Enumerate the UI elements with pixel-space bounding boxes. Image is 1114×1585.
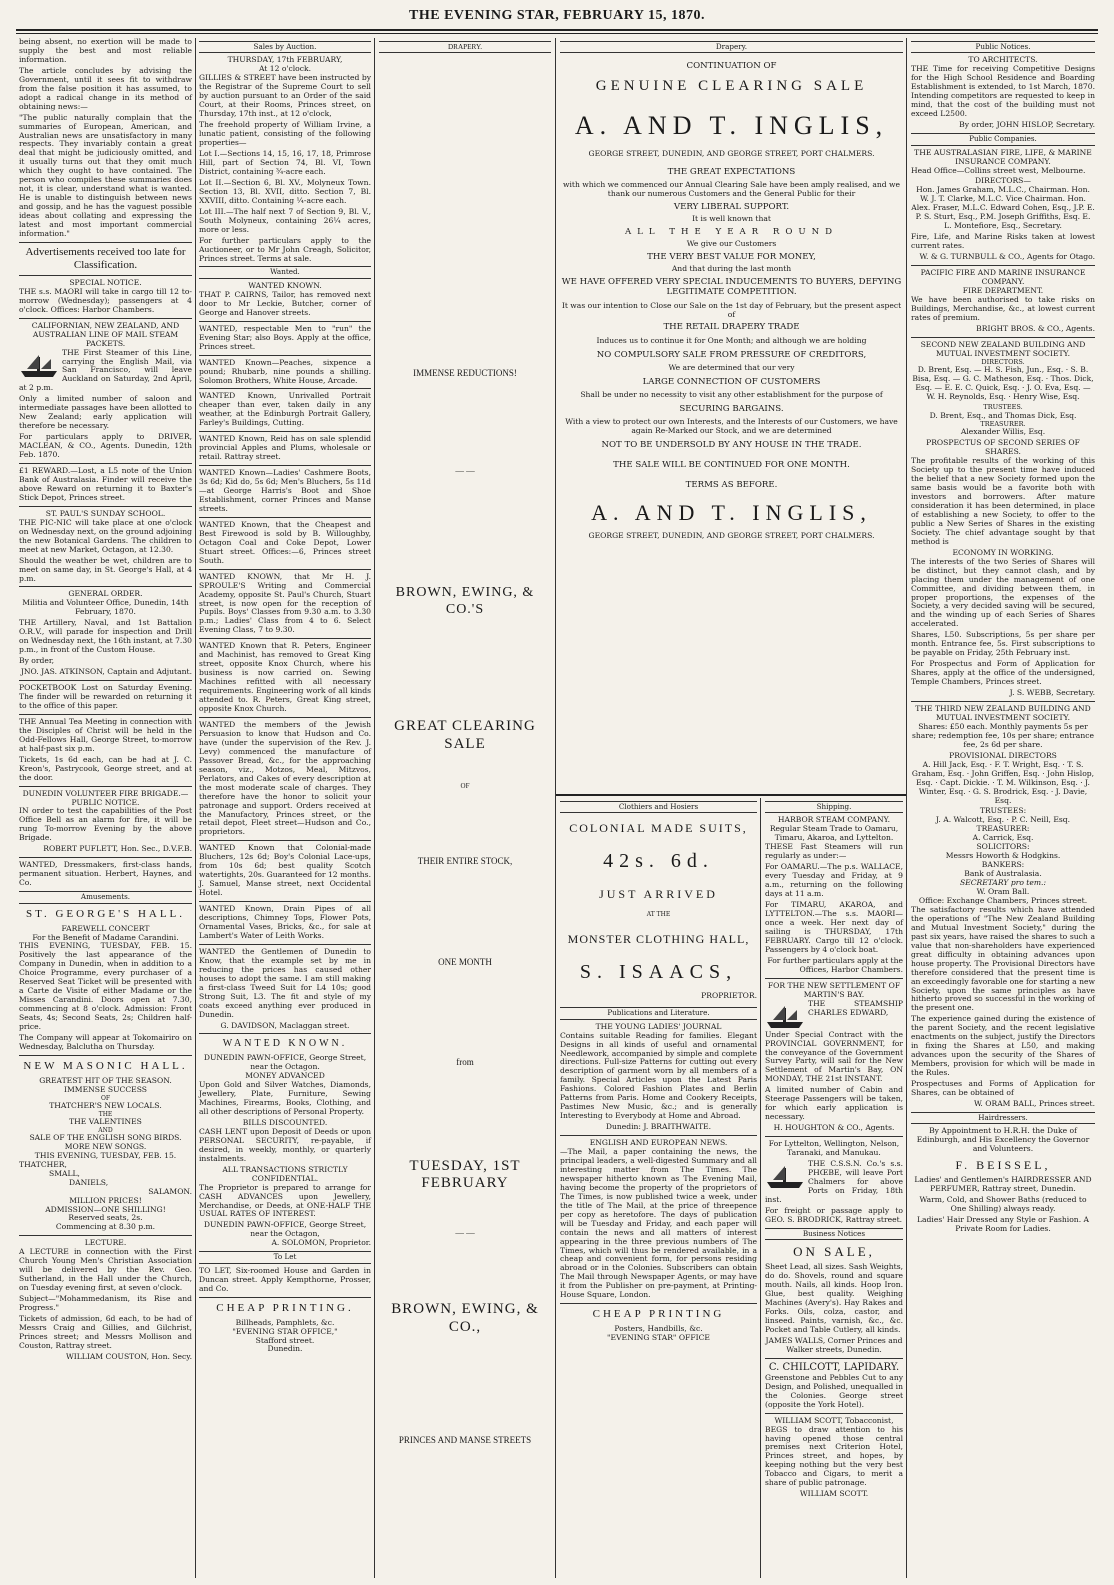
ad-text: DIRECTORS— (975, 176, 1031, 186)
ad-text: Messrs Howorth & Hodgkins. (945, 851, 1061, 861)
ad-text: THE s.s. MAORI will take in cargo till 12 to-morrow (Wednesday); passengers at 4 o'clock. Offices: Harbor Chambers. (19, 286, 192, 314)
ad-text: ALL TRANSACTIONS STRICTLY CONFIDENTIAL. (222, 1164, 348, 1183)
ad-text: THATCHER'S NEW LOCALS. (49, 1100, 162, 1110)
ad-text: It was our intention to Close our Sale on the 1st day of February, but the present aspect of (561, 300, 902, 319)
ad-text: WANTED, Dressmakers, first-class hands, permanent situation. Herbert, Haynes, and Co. (19, 860, 192, 888)
ad-text: THE Annual Tea Meeting in connection with the Disciples of Christ will be held in the Odd-Fellows Hall, George Street, to-morrow at half-past six p.m. (19, 716, 192, 753)
ad-text: BILLS DISCOUNTED. (242, 1117, 328, 1127)
ad-heading: JUST ARRIVED (599, 887, 718, 902)
ad-text: WANTED Known that R. Peters, Engineer and Machinist, has removed to Great King street, opposite Knox Church, where his business is now carried on. Sewing Machines refitted with all necessary requirements. Engineering work of all kinds attended to. R. Peters, Great King street, opposite Knox Church. (199, 641, 371, 714)
ad-text: THE SALE WILL BE CONTINUED FOR ONE MONTH. (613, 459, 850, 470)
section-label: Clothiers and Hosiers (560, 801, 757, 813)
section-label: Shipping. (765, 801, 903, 813)
section-label: Publications and Literature. (560, 1007, 757, 1019)
divider (19, 714, 192, 715)
ad-heading: PACIFIC FIRE AND MARINE INSURANCE COMPANY. (920, 268, 1086, 286)
section-label: Public Companies. (911, 133, 1095, 145)
ad-text: WANTED Known—Ladies' Cashmere Boots, 3s 6d; Kid do, 5s 6d; Men's Bluchers, 5s 11d—at George Harris's Boot and Shoe Establishment, corner Princes and Manse streets. (199, 468, 371, 513)
column-rule (555, 38, 556, 1578)
ad-text: NOT TO BE UNDERSOLD BY ANY HOUSE IN THE TRADE. (601, 439, 862, 450)
ad-text: The experience gained during the existence of the parent Society, and the recent legislative enactments on the subject, justify the Directors in fixing the Shares at L50, and making advances upon the security of the Shares of Members, provision for which will be made in the Rules. (911, 1014, 1095, 1078)
ad-text: For freight or passage apply to GEO. S. BRODRICK, Rattray street. (765, 1205, 903, 1224)
ad-signature: WILLIAM SCOTT. (799, 1489, 869, 1499)
ad-text: MONEY ADVANCED (245, 1071, 325, 1081)
ad-text: A LECTURE in connection with the First Church Young Men's Christian Association will be delivered by the Rev. Geo. Sutherland, in the Hall under the Church, on Tuesday evening first, at seven o'clock. (19, 1247, 192, 1293)
ad-text: IMMENSE SUCCESS (64, 1084, 147, 1094)
ad-signature: JAMES WALLS, Corner Princes and Walker streets, Dunedin. (765, 1336, 903, 1355)
ad-text: —The Mail, a paper containing the news, the principal leaders, a well-digested Summary and all interesting matter from The Times. The newspaper hitherto known as The Evening Mail, having become the property of the proprietors of The Times, is now published twice a week, under the title of The Mail, at the price of threepence per copy as heretofore. The days of publication will be Tuesday and Friday, and each paper will contain the news and all matters of interest appearing in the three previous numbers of The Times, which will thus be rendered available, in a cheap and convenient form, for persons residing abroad or in the Colonies. Subscribers can obtain The Mail through Newspaper Agents, or may have it from the Publisher on pre-payment, at Printing-House Square, London. (560, 1147, 757, 1300)
ad-heading: 42s. 6d. (603, 849, 714, 872)
ad-text: NO COMPULSORY SALE FROM PRESSURE OF CREDITORS, (596, 349, 867, 360)
ad-text: Billheads, Pamphlets, &c. (235, 1317, 335, 1327)
ad-signature: Dunedin: J. BRAITHWAITE. (605, 1122, 712, 1132)
ad-heading: S. ISAACS, (579, 960, 738, 983)
ad-heading: PROSPECTUS OF SECOND SERIES OF SHARES. (926, 438, 1080, 457)
ad-text: WANTED Known, that the Cheapest and Best Firewood is sold by B. Willoughby, Octagon Coal and Coke Depot, Lower Stuart street. Offices:—6, Princes street South. (199, 519, 371, 565)
ad-signature: H. HOUGHTON & CO., Agents. (773, 1123, 895, 1133)
ad-heading: LECTURE. (84, 1238, 127, 1248)
ad-text: WE HAVE OFFERED VERY SPECIAL INDUCEMENTS TO BUYERS, DEFYING LEGITIMATE COMPETITION. (561, 277, 902, 298)
divider (19, 586, 192, 587)
ad-text: Bank of Australasia. (964, 869, 1042, 879)
ad-heading: WILLIAM SCOTT, Tobacconist, (774, 1415, 894, 1425)
ad-text: PRINCES AND MANSE STREETS (398, 1434, 532, 1445)
divider (911, 701, 1095, 702)
ad-text: Lot I.—Sections 14, 15, 16, 17, 18, Primrose Hill, part of Section 74, Bl. VI, Town District, containing ¾-acre each. (199, 149, 371, 176)
ad-text: Upon Gold and Silver Watches, Diamonds, Jewellery, Plate, Furniture, Sewing Machines, Firearms, Books, Clothing, and all other descriptions of Personal Property. (199, 1080, 371, 1116)
ad-signature: J. S. WEBB, Secretary. (1009, 688, 1095, 698)
ad-text: THE VALENTINES (69, 1116, 142, 1126)
ad-text: ECONOMY IN WORKING. (952, 547, 1054, 557)
ad-text: For further particulars apply at the Offices, Harbor Chambers. (767, 955, 903, 974)
ad-text: SALE OF THE ENGLISH SONG BIRDS. (29, 1132, 182, 1142)
ad-text: THAT P. CAIRNS, Tailor, has removed next door to Mr Leckie, Butcher, corner of George and Hanover streets. (199, 289, 371, 317)
ad-text: THE STEAMSHIP CHARLES EDWARD, (808, 998, 903, 1017)
ad-text: SECRETARY pro tem.: (959, 878, 1047, 888)
ad-text: Office: Exchange Chambers, Princes street. (918, 896, 1088, 905)
ad-signature: W. & G. TURNBULL & CO., Agents for Otago. (919, 252, 1095, 262)
ad-text: THE RETAIL DRAPERY TRADE (663, 322, 800, 333)
ad-text: Alexander Willis, Esq. (960, 427, 1046, 437)
ad-heading: NEW MASONIC HALL. (23, 1059, 188, 1072)
ad-text: Warm, Cold, and Shower Baths (reduced to One Shilling) always ready. (919, 1195, 1087, 1214)
ad-text: Shares, L50. Subscriptions, 5s per share per month. Entrance fee, 5s. First subscriptions to be payable on Friday, 25th February inst. (911, 630, 1095, 658)
ad-text: W. Oram Ball. (976, 887, 1030, 897)
column-4-drapery (557, 38, 906, 541)
ad-heading: ON SALE, (793, 1244, 875, 1260)
ad-text: Hon. James Graham, M.L.C., Chairman. Hon. W. J. T. Clarke, M.L.C. Vice Chairman. Hon. Alex. Fraser, M.L.C. Edward Cohen, Esq., J.P. E. P. S. Sturt, Esq., P.M. Joseph Griffiths, Esq. E. L. Montefiore, Esq., Secretary. (911, 185, 1095, 231)
divider (19, 242, 192, 243)
ad-heading: A. AND T. INGLIS, (591, 500, 872, 526)
ad-text: THIS EVENING, TUESDAY, FEB. 15. (34, 1150, 177, 1160)
column-5 (908, 38, 1098, 1578)
ad-text: Stafford street. (255, 1335, 315, 1345)
ad-text: GEORGE STREET, DUNEDIN, AND GEORGE STREET, PORT CHALMERS. (588, 531, 875, 541)
ad-heading: FAREWELL CONCERT (61, 923, 150, 933)
ad-text: DUNEDIN PAWN-OFFICE, George Street, near the Octagon, (203, 1220, 367, 1239)
ad-text: THEIR ENTIRE STOCK, (417, 855, 513, 866)
divider (19, 275, 192, 276)
ad-heading: CALIFORNIAN, NEW ZEALAND, AND AUSTRALIAN LINE OF MAIL STEAM PACKETS. (31, 320, 180, 348)
ad-text: And that during the last month (671, 264, 792, 274)
ad-text: For further particulars apply to the Auctioneer, or to Mr John Creagh, Solicitor, Princes street. Terms at sale. (199, 235, 371, 263)
ad-text: The Proprietor is prepared to arrange for CASH ADVANCES upon Jewellery, Merchandise, or Deeds, at ONE-HALF THE USUAL RATES OF INTEREST. (199, 1182, 371, 1219)
ad-text: SOLICITORS: (976, 842, 1030, 852)
ad-text: Sheet Lead, all sizes. Sash Weights, do do. Shovels, round and square mouth. Nails, all kinds. Hoop Iron. Glue, best quality. Weighing Machines (Avery's). Hay Rakes and Forks. Oils, colza, castor, and linseed. Paints, varnish, &c., &c. Pocket and Table Cutlery, all kinds. (765, 1262, 903, 1335)
ad-signature: By order, JOHN HISLOP, Secretary. (959, 120, 1095, 130)
ad-text: £1 REWARD.—Lost, a L5 note of the Union Bank of Australasia. Finder will receive the above Reward on returning it to Baxter's Stick Depot, Princes street. (19, 466, 192, 502)
ad-text: SECURING BARGAINS. (679, 403, 784, 414)
ad-text: We have been authorised to take risks on Buildings, Merchandise, &c., at lowest current rates of premium. (911, 294, 1095, 322)
article-text: "The public naturally complain that the summaries of European, American, and Australian news are unsatisfactory in many respects. They invariably contain a great deal that might be judiciously omitted, and it usually turns out that they omit much which they ought to have contained. The person who compiles these summaries does not, it is clear, understand what is wanted. He is unable to distinguish between news and gossip, and he has the vaguest possible ideas about collating and expressing the latest and most important commercial information." (19, 112, 192, 239)
ad-text: THATCHER, (19, 1159, 67, 1169)
ad-text: Lot II.—Section 6, Bl. XV., Molyneux Town. Section 13, Bl. XVII, ditto. Section 7, Bl. XXVIII, ditto. Containing ¼-acre each. (199, 177, 371, 205)
ad-text: VERY LIBERAL SUPPORT. (673, 201, 790, 212)
column-rule (906, 38, 907, 1578)
ad-text: For Prospectus and Form of Application for Shares, apply at the office of the undersigned, Temple Chambers, Princes street. (911, 659, 1095, 687)
section-heading: Advertisements received too late for Classification. (25, 245, 186, 271)
section-label: Hairdressers. (911, 1112, 1095, 1124)
ad-text: IMMENSE REDUCTIONS! (413, 368, 517, 379)
divider (19, 318, 192, 319)
ad-text: Induces us to continue it for One Month; and although we are holding (596, 335, 867, 345)
ad-text: ADMISSION—ONE SHILLING! (45, 1204, 166, 1214)
column-3 (376, 38, 554, 1578)
ad-text: Head Office—Collins street west, Melbourne. (911, 165, 1086, 175)
ad-text: TO LET, Six-roomed House and Garden in Duncan street. Apply Kempthorne, Prosser, and Co. (199, 1265, 371, 1293)
ad-heading: SPECIAL NOTICE. (69, 277, 142, 287)
ad-text: THIS EVENING, TUESDAY, FEB. 15. Positively the last appearance of the Company in Dunedin, when in addition to a Choice Programme, every purchaser of a Reserved Seat Ticket will be presented with a Carte de Visite of either Madame or the Misses Carandini. Doors open at 7.30, commencing at 8 o'clock. Admission: Front Seats, 4s; Second Seats, 2s; Children half-price. (19, 941, 192, 1032)
ad-text: A. Carrick, Esq. (972, 833, 1034, 843)
ad-text: Posters, Handbills, &c. (614, 1324, 703, 1334)
ad-text: Militia and Volunteer Office, Dunedin, 14th February, 1870. (22, 598, 189, 617)
ad-text: Ladies' and Gentlemen's HAIRDRESSER AND PERFUMER, Rattray street, Dunedin. (914, 1175, 1092, 1194)
ad-text: BANKERS: (981, 860, 1025, 870)
ad-text: Only a limited number of saloon and intermediate passages have been allotted to New Zealand; early application will therefore be necessary. (19, 394, 192, 431)
ad-heading: GREAT CLEARING SALE (394, 718, 536, 752)
ad-text: WANTED Known that Colonial-made Bluchers, 12s 6d; Boy's Colonial Lace-ups, from 10s 6d; best quality Scotch watertights, 20s. Guaranteed for 12 months. J. Samuel, Manse street, next Occidental Hotel. (199, 843, 371, 898)
ad-signature: W. ORAM BALL, Princes street. (973, 1098, 1095, 1108)
ad-text: Shares: £50 each. Monthly payments 5s per share; redemption fee, 10s per share; entrance fee, 2s 6d per share. (912, 721, 1094, 749)
divider (19, 857, 192, 858)
ad-text: The profitable results of the working of this Society up to the present time have induced the belief that a new Society formed upon the same basis would be a favorite both with investors and borrowers. After mature consideration it has been determined, in place of establishing a new Society, to offer to the public a New Series of Shares in the existing Society. The chief advantage sought by that method is (911, 456, 1095, 546)
ad-text: D. Brent, Esq., and Thomas Dick, Esq. (929, 410, 1077, 420)
ad-heading: GENERAL ORDER. (68, 589, 143, 599)
ad-text: For the Benefit of Madame Carandini. (32, 932, 179, 942)
ad-text: "EVENING STAR" OFFICE (607, 1333, 710, 1343)
divider (19, 1235, 192, 1236)
masthead: THE EVENING STAR, FEBRUARY 15, 1870. (409, 8, 705, 23)
ad-text: Tickets, 1s 6d each, can be had at J. C. Kreon's, Pastrycook, George street, and at the door. (19, 754, 192, 782)
divider (19, 463, 192, 464)
ad-text: A. Hill Jack, Esq. · F. T. Wright, Esq. · T. S. Graham, Esq. · John Griffen, Esq. · John Hislop, Esq. · Capt. Dickie. · T. M. Wilkinson, Esq. · J. Winter, Esq. · G. S. Brodrick, Esq. · J. Davie, Esq. (911, 759, 1095, 805)
ad-text: The interests of the two Series of Shares will be distinct, but they cannot clash, and by placing them under the management of one Committee, and dividing between them, in proper proportions, the expenses of the Society, a very decided saving will be secured, and the winding up of each Series of Shares accelerated. (911, 556, 1095, 629)
ad-text: with which we commenced our Annual Clearing Sale have been amply realised, and we thank our numerous Customers and the General Public for their (562, 180, 901, 199)
ad-text: GREATEST HIT OF THE SEASON. (39, 1075, 172, 1085)
ad-text: — — (455, 465, 475, 476)
ad-heading: TO ARCHITECTS. (968, 55, 1038, 65)
section-label: DRAPERY. (379, 41, 551, 53)
section-label: Wanted. (199, 266, 371, 278)
ad-text: THE Time for receiving Competitive Designs for the High School Residence and Boarding Establishment is extended, to 1st March, 1870. Intending competitors are requested to keep in mind, that the cost of the building must not exceed L2500. (911, 64, 1095, 119)
divider (765, 978, 903, 979)
ad-text: TRUSTEES: (979, 806, 1027, 816)
ad-text: "EVENING STAR OFFICE," (232, 1326, 338, 1336)
ad-text: SMALL, (49, 1168, 80, 1178)
ad-heading: DUNEDIN VOLUNTEER FIRE BRIGADE.—PUBLIC NOTICE. (22, 788, 189, 807)
top-rule (16, 29, 1098, 31)
ad-text: MILLION PRICES! (69, 1195, 142, 1205)
ad-text: IN order to test the capabilities of the Post Office Bell as an alarm for fire, it will be rung To-morrow Evening by the above Brigade. (19, 806, 192, 843)
ad-heading: THURSDAY, 17th FEBRUARY, (227, 55, 343, 65)
ad-text: Shall be under no necessity to visit any other establishment for the purpose of (580, 389, 883, 399)
ad-heading: WANTED KNOWN. (222, 1038, 348, 1050)
ad-text: LARGE CONNECTION OF CUSTOMERS (642, 376, 821, 387)
ad-signature: JNO. JAS. ATKINSON, Captain and Adjutant. (20, 667, 192, 677)
ad-text: GEORGE STREET, DUNEDIN, AND GEORGE STREET, PORT CHALMERS. (588, 148, 875, 158)
ad-text: THE GREAT EXPECTATIONS (667, 166, 796, 177)
ad-text: The satisfactory results which have attended the operations of "The New Zealand Building and Mutual Investment Society," during the past six years, have raised the shares to such a value that non-shareholders have experienced great difficulty in obtaining advances upon house property. The Provisional Directors have therefore considered that the present time is an exceedingly favorable one for starting a new Society, upon the same principles as have hitherto proved so successful in the working of the present one. (911, 904, 1095, 1013)
divider (199, 1297, 371, 1298)
steamship-icon (765, 1162, 805, 1190)
ad-text: CASH LENT upon Deposit of Deeds or upon PERSONAL SECURITY, re-payable, if desired, in weekly, monthly, or quarterly instalments. (199, 1126, 371, 1163)
ad-text: Subject—"Mohammedanism, its Rise and Progress." (19, 1294, 192, 1313)
divider (765, 1413, 903, 1414)
ad-text: Tickets of admission, 6d each, to be had of Messrs Craig and Gillies, and Gilchrist, Princes street; and Messrs Mollison and Couston, Rattray street. (19, 1314, 192, 1350)
section-label: Public Notices. (911, 41, 1095, 53)
ad-text: WANTED Known, Unrivalled Portrait cheaper than ever, taken daily in any weather, at the Edinburgh Portrait Gallery, Farley's Buildings, Cutting. (199, 391, 371, 428)
ad-heading: TUESDAY, 1ST FEBRUARY (409, 1157, 521, 1192)
ad-text: At 12 o'clock. (258, 64, 312, 74)
ad-heading: COLONIAL MADE SUITS, (569, 821, 748, 836)
ad-text: THE C.S.S.N. Co.'s s.s. PHŒBE, will leave Port Chalmers for above Ports on Friday, 18th inst. (765, 1158, 903, 1204)
ad-heading: THE THIRD NEW ZEALAND BUILDING AND MUTUAL INVESTMENT SOCIETY. (915, 703, 1091, 722)
ad-text: For OAMARU.—The p.s. WALLACE, every Tuesday and Friday, at 9 a.m., returning on the following days at 11 a.m. (765, 862, 903, 899)
ad-text: — — (455, 1227, 475, 1238)
ad-text: THE Artillery, Naval, and 1st Battalion O.R.V., will parade for inspection and Drill on Wednesday next, the 16th instant, at 7.30 p.m., in front of the Custom House. (19, 618, 192, 655)
ad-heading: HARBOR STEAM COMPANY. (777, 815, 891, 825)
ad-heading: WANTED KNOWN. (248, 280, 322, 290)
ad-text: A limited number of Cabin and Steerage Passengers will be taken, for which early application is necessary. (765, 1085, 903, 1122)
article-text: The article concludes by advising the Government, until it sees fit to withdraw from the false position it has assumed, to adopt a radical change in its method of obtaining news:— (19, 65, 192, 111)
ad-text: Under Special Contract with the PROVINCIAL GOVERNMENT, for the conveyance of the Government Survey Party, will sail for the New Settlement of Martin's Bay, ON MONDAY, THE 21st INSTANT. (765, 1029, 903, 1084)
steamship-icon (19, 351, 59, 379)
ad-heading: CHEAP PRINTING. (216, 1301, 354, 1314)
ad-heading: ENGLISH AND EUROPEAN NEWS. (589, 1138, 728, 1148)
steamship-icon (765, 1002, 805, 1030)
section-label: To Let (199, 1251, 371, 1263)
ad-text: from (456, 1057, 474, 1068)
ad-text: WANTED the members of the Jewish Persuasion to know that Hudson and Co. have (under the supervision of the Rev. J. Levy) commenced the manufacture of Passover Bread, &c., for the approaching season, viz., Motzos, Meal, Mitzvos, Perlators, and Cakes of every description at the most moderate scale of charges. They therefore have the honor to solicit your patronage and support. Orders received at the Manufactory, Princes street, or the retail depot, Fleet street—Hudson and Co., proprietors. (199, 719, 371, 837)
ad-heading: F. BEISSEL, (955, 1158, 1051, 1173)
ad-text: FIRE DEPARTMENT. (962, 285, 1044, 295)
ad-text: Dunedin. (267, 1344, 303, 1354)
ad-text: TERMS AS BEFORE. (685, 480, 778, 491)
section-label: Amusements. (19, 891, 192, 903)
section-label: Business Notices (765, 1228, 903, 1240)
ad-text: THESE Fast Steamers will run regularly as under:— (765, 842, 903, 861)
ad-signature: BRIGHT BROS. & CO., Agents. (976, 323, 1095, 333)
ad-text: D. Brent, Esq. — H. S. Fish, Jun., Esq. · S. B. Bisa, Esq. — G. C. Matheson, Esq. · Thos. Dick, Esq. — E. E. C. Quick, Esq. · J. O. Eva, Esq. — W. H. Reynolds, Esq. · Henry Wise, Esq. (912, 365, 1094, 402)
ad-text: TREASURER. (980, 419, 1026, 428)
ad-text: BEGS to draw attention to his having opened those central premises next Criterion Hotel, Princes street, and hopes, by keeping nothing but the very best Tobacco and Cigars, to merit a share of public patronage. (765, 1424, 903, 1488)
ad-signature: A. SOLOMON, Proprietor. (271, 1238, 371, 1248)
ad-text: We give our Customers (686, 239, 777, 249)
ad-text: WANTED KNOWN, that Mr H. J. SPROULE'S Writing and Commercial Academy, opposite St. Paul's Church, Stuart street, is now open for the reception of Pupils. Boys' Classes from 9.30 a.m. to 3.30 p.m.; Ladies' Class from 4 to 6. Select Evening Class, 7 to 9.30. (199, 571, 371, 635)
ad-text: The freehold property of William Irvine, a lunatic patient, consisting of the following properties— (199, 120, 371, 148)
column-4a (557, 798, 760, 1578)
section-label: Drapery. (560, 41, 903, 53)
ad-heading: GENUINE CLEARING SALE (595, 77, 868, 94)
divider (911, 337, 1095, 338)
ad-heading: BROWN, EWING, & CO., (391, 1301, 539, 1335)
ad-text: DANIELS, (69, 1177, 109, 1187)
ad-heading: A. AND T. INGLIS, (574, 111, 889, 141)
ad-heading: SECOND NEW ZEALAND BUILDING AND MUTUAL INVESTMENT SOCIETY. (920, 339, 1086, 358)
divider (19, 1055, 192, 1056)
ad-text: WANTED, respectable Men to "run" the Evening Star; also Boys. Apply at the office, Princes street. (199, 323, 371, 351)
ad-text: Should the weather be wet, children are to meet on same day, in St. George's Hall, at 4 p.m. (19, 555, 192, 583)
ad-text: PROPRIETOR. (701, 991, 757, 1001)
ad-text: THE VERY BEST VALUE FOR MONEY, (647, 252, 816, 263)
ad-text: MORE NEW SONGS. (64, 1141, 147, 1151)
column-rule (374, 38, 375, 1578)
divider (765, 1358, 903, 1359)
ad-text: Ladies' Hair Dressed any Style or Fashion. A Private Room for Ladies. (916, 1215, 1090, 1234)
ad-text: Lot III.—The half next 7 of Section 9, Bl. V., South Molyneux, containing 26¼ acres, more or less. (199, 206, 371, 234)
article-text: being absent, no exertion will be made to supply the best and most reliable information. (19, 37, 192, 64)
ad-heading: For Lyttelton, Wellington, Nelson, Taranaki, and Manukau. (768, 1139, 900, 1158)
ad-text: DIRECTORS. (981, 357, 1025, 366)
ad-heading: ST. GEORGE'S HALL. (25, 907, 186, 920)
divider (199, 1033, 371, 1034)
ad-text: By order, (19, 656, 55, 666)
ad-text: With a view to protect our own Interests, and the Interests of our Customers, we have again Re-Marked our Stock, and we are determined (565, 416, 898, 435)
ad-heading: MONSTER CLOTHING HALL, (567, 932, 750, 947)
ad-text: WANTED Known, Drain Pipes of all descriptions, Chimney Tops, Flower Pots, Ornamental Vases, Bricks, &c., for sale at Lambert's Water of Leith Works. (199, 904, 371, 940)
ad-heading: ST. PAUL'S SUNDAY SCHOOL. (45, 508, 166, 518)
divider (560, 1303, 757, 1304)
ad-text: For TIMARU, AKAROA, and LYTTELTON.—The s.s. MAORI—once a week. Her next day of sailing is THURSDAY, 17th FEBRUARY. Cargo till 12 o'clock. Passengers by 4 o'clock boat. (765, 900, 903, 954)
ad-text: DUNEDIN PAWN-OFFICE, George Street, near the Octagon. (203, 1053, 367, 1072)
ad-text: AND (98, 1126, 113, 1134)
ad-heading: THE YOUNG LADIES' JOURNAL (595, 1021, 722, 1031)
divider (556, 794, 906, 796)
column-2 (196, 38, 374, 1578)
ad-text: Reserved seats, 2s. (68, 1213, 143, 1223)
ad-text: THE First Steamer of this Line, carrying the English Mail, via San Francisco, will leave Auckland on Saturday, 2nd April, at 2 p.m. (19, 347, 192, 393)
ad-text: CONTINUATION OF (686, 61, 777, 72)
ad-text: GILLIES & STREET have been instructed by the Registrar of the Supreme Court to sell by auction pursuant to an Order of the said Court, at their Rooms, Princes street, on Thursday, 17th inst., at 12 o'clock, (199, 73, 371, 119)
ad-text: POCKETBOOK Lost on Saturday Evening. The finder will be rewarded on returning it to the office of this paper. (19, 683, 192, 710)
ad-text: J. A. Walcott, Esq. · P. C. Neill, Esq. (935, 815, 1071, 825)
divider (560, 1135, 757, 1136)
ad-text: Contains suitable Reading for families. Elegant Designs in all kinds of useful and ornamental Needlework, accompanied by simple and complete directions. Full-size Patterns for cutting out every description of garment worn by all members of a family. Special Articles upon the Latest Paris Fashions. Colored Fashion Plates and Berlin Patterns from Paris. Home and Cookery Receipts, Pastimes New Music, &c.; and is generally Interesting to Everybody at Home and Abroad. (560, 1030, 757, 1121)
ad-text: TRUSTEES. (983, 403, 1023, 412)
ad-text: Regular Steam Trade to Oamaru, Timaru, Akaroa, and Lyttelton. (769, 824, 899, 843)
ad-text: AT THE (646, 911, 671, 919)
ad-heading: C. CHILCOTT, LAPIDARY. (768, 1362, 900, 1373)
ad-text: TREASURER: (976, 824, 1030, 834)
ad-text: The Company will appear at Tokomairiro on Wednesday, Balclutha on Thursday. (19, 1032, 192, 1051)
ad-text: It is well known that (692, 214, 771, 224)
divider (19, 786, 192, 787)
ad-signature: WILLIAM COUSTON, Hon. Secy. (65, 1351, 192, 1361)
ad-text: ALL THE YEAR ROUND (624, 227, 839, 238)
column-4b (762, 798, 906, 1578)
ad-text: OF (100, 1094, 111, 1102)
ad-text: PROVISIONAL DIRECTORS (949, 750, 1057, 760)
ad-text: By Appointment to H.R.H. the Duke of Edinburgh, and His Excellency the Governor and Volunteers. (916, 1126, 1090, 1154)
ad-text: SALAMON. (148, 1186, 192, 1196)
section-label: Sales by Auction. (199, 41, 371, 53)
ad-text: Commencing at 8.30 p.m. (55, 1222, 156, 1232)
ad-heading: THE AUSTRALASIAN FIRE, LIFE, & MARINE INSURANCE COMPANY. (914, 147, 1092, 166)
top-rule-thin (16, 33, 1098, 34)
ad-text: For particulars apply to DRIVER, MACLEAN, & CO., Agents. Dunedin, 12th Feb. 1870. (19, 432, 192, 460)
ad-heading: CHEAP PRINTING (592, 1308, 725, 1321)
ad-signature: ROBERT PUFLETT, Hon. Sec., D.V.F.B. (43, 844, 192, 854)
divider (19, 680, 192, 681)
ad-heading: FOR THE NEW SETTLEMENT OF MARTIN'S BAY. (767, 980, 901, 999)
column-1 (16, 38, 195, 1578)
divider (911, 265, 1095, 266)
ad-signature: G. DAVIDSON, Maclaggan street. (220, 1020, 350, 1030)
ad-text: THE PIC-NIC will take place at one o'clock on Wednesday next, on the ground adjoining the new Botanical Gardens. The children to meet at new Market, Octagon, at 12.30. (19, 517, 192, 554)
ad-text: Prospectuses and Forms of Application for Shares, can be obtained of (911, 1079, 1095, 1098)
ad-text: OF (460, 781, 470, 790)
ad-text: Fire, Life, and Marine Risks taken at lowest current rates. (911, 232, 1095, 251)
ad-text: WANTED Known, Reid has on sale splendid provincial Apples and Plums, wholesale or retail. Rattray street. (199, 434, 371, 462)
column-rule (760, 798, 761, 1578)
ad-heading: BROWN, EWING, & CO.'S (395, 585, 535, 617)
divider (765, 1136, 903, 1137)
ad-text: We are determined that our very (668, 362, 795, 372)
ad-text: Greenstone and Pebbles Cut to any Design, and Polished, unequalled in the Colonies. George street (opposite the York Hotel). (765, 1372, 903, 1409)
ad-text: ONE MONTH (438, 956, 492, 967)
ad-text: THE (98, 1110, 113, 1118)
ad-text: WANTED Known—Peaches, sixpence a pound; Rhubarb, nine pounds a shilling. Solomon Brothers, White House, Arcade. (199, 357, 371, 385)
divider (19, 506, 192, 507)
ad-text: WANTED the Gentlemen of Dunedin to Know, that the example set by me in reducing the prices has caused other houses to adopt the same. I am still making a first-class Tweed Suit for L4 10s; good Strong Suit, L3. The fit and style of my coats exceed anything ever produced in Dunedin. (199, 946, 371, 1019)
